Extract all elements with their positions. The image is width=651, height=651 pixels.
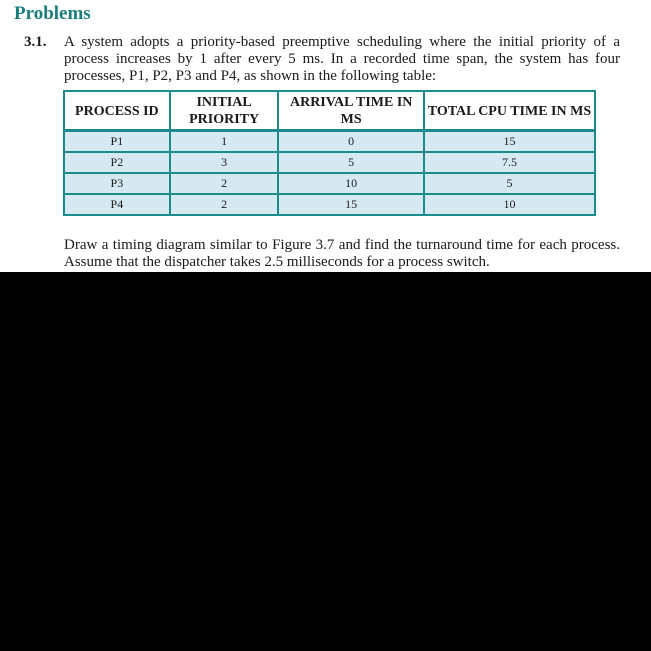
cell-cpu-time: 7.5 (424, 152, 595, 173)
problem-number: 3.1. (24, 34, 47, 50)
cell-initial-priority: 2 (170, 173, 279, 194)
cell-cpu-time: 10 (424, 194, 595, 215)
table-row (64, 194, 595, 215)
cell-arrival-time: 0 (278, 131, 423, 153)
table-header-row (64, 91, 595, 131)
problem-intro: A system adopts a priority-based preemptive scheduling where the initial priority of a process increases by 1 after every 5 ms. In a recorded time span, the system has four processes, P1, P2, P3 and P4, as shown in the following table: (64, 34, 620, 84)
cell-cpu-time: 5 (424, 173, 595, 194)
header-arrival-time: ARRIVAL TIME IN MS (278, 91, 423, 131)
cell-arrival-time: 15 (278, 194, 423, 215)
problem-instruction: Draw a timing diagram similar to Figure 3.7 and find the turnaround time for each process. Assume that the dispatcher takes 2.5 milliseconds for a process switch. (64, 237, 620, 270)
cell-process-id: P3 (64, 173, 170, 194)
cell-initial-priority: 2 (170, 194, 279, 215)
cell-process-id: P2 (64, 152, 170, 173)
header-process-id: PROCESS ID (64, 91, 170, 131)
cell-process-id: P4 (64, 194, 170, 215)
table-row (64, 152, 595, 173)
cell-process-id: P1 (64, 131, 170, 153)
cell-arrival-time: 10 (278, 173, 423, 194)
process-table (63, 90, 596, 216)
table-row (64, 173, 595, 194)
section-heading: Problems (14, 3, 91, 24)
table-row (64, 131, 595, 153)
header-total-cpu-time: TOTAL CPU TIME IN MS (424, 91, 595, 131)
cell-arrival-time: 5 (278, 152, 423, 173)
cell-initial-priority: 3 (170, 152, 279, 173)
cell-cpu-time: 15 (424, 131, 595, 153)
cell-initial-priority: 1 (170, 131, 279, 153)
header-initial-priority: INITIAL PRIORITY (170, 91, 279, 131)
textbook-page (0, 0, 651, 272)
